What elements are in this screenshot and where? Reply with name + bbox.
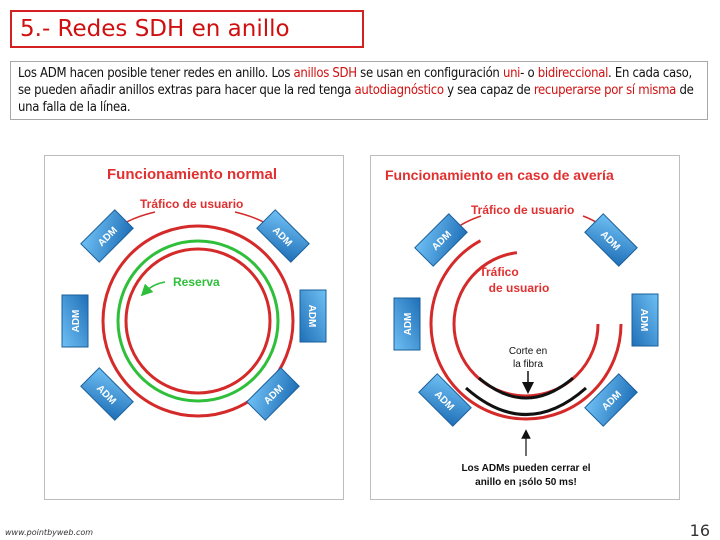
intro-paragraph (10, 61, 708, 120)
diagram-normal-operation (44, 155, 344, 500)
page-number: 16 (689, 521, 710, 540)
adm-node-right (300, 290, 326, 342)
adm-node-left (62, 295, 88, 347)
intro-text-2: se usan en configuración (356, 66, 503, 81)
adm-label: ADM (597, 229, 622, 254)
diagram-normal-title: Funcionamiento normal (107, 166, 278, 183)
failure-traffic-label-top: Tráfico de usuario (471, 203, 575, 217)
adm-node-right (632, 294, 658, 346)
failure-traffic-label-mid-1: Tráfico (479, 265, 519, 279)
working-ring-inner-failure (454, 252, 598, 396)
diagram-failure-svg (371, 156, 681, 501)
intro-highlight-recuperarse: recuperarse por sí misma (533, 83, 677, 98)
adm-node-left (394, 298, 420, 350)
reserve-label: Reserva (173, 275, 220, 289)
protection-ring (118, 241, 278, 401)
adm-node-bottom-left (419, 374, 471, 426)
diagram-normal-svg (45, 156, 345, 501)
working-ring-inner (126, 249, 270, 393)
adm-label: ADM (431, 389, 456, 414)
intro-highlight-uni: uni (502, 66, 521, 81)
diagram-failure-title: Funcionamiento en caso de avería (385, 167, 614, 183)
failure-traffic-label-mid-2: de usuario (488, 281, 550, 295)
cut-label-2: la fibra (512, 359, 544, 370)
adm-node-bottom-left (81, 368, 133, 420)
slide-title: 5.- Redes SDH en anillo (20, 16, 290, 42)
adm-node-bottom-right (585, 374, 637, 426)
intro-highlight-bidireccional: bidireccional (537, 66, 609, 81)
adm-label: ADM (269, 225, 294, 250)
diagram-failure-operation (370, 155, 680, 500)
intro-text-6: de una falla de la línea. (18, 83, 694, 115)
intro-text-1: Los ADM hacen posible tener redes en anillo. Los (18, 66, 294, 81)
adm-label: ADM (430, 229, 455, 254)
adm-label: ADM (306, 304, 317, 328)
intro-highlight-autodiagnostico: autodiagnóstico (354, 83, 444, 98)
intro-text-5: y sea capaz de (443, 83, 534, 98)
normal-traffic-label: Tráfico de usuario (140, 197, 244, 211)
failure-note-2: anillo en ¡sólo 50 ms! (475, 477, 577, 488)
footer-url: www.pointbyweb.com (5, 528, 94, 537)
adm-label: ADM (600, 389, 625, 414)
slide-title-box (10, 10, 364, 48)
cut-label-1: Corte en (508, 346, 548, 357)
intro-highlight-anillos-sdh: anillos SDH (293, 66, 357, 81)
adm-node-top-left (81, 210, 133, 262)
adm-node-top-right (585, 214, 637, 266)
adm-label: ADM (403, 312, 414, 336)
working-ring-outer-failure (431, 229, 621, 419)
adm-label: ADM (638, 308, 649, 332)
adm-label: ADM (262, 383, 287, 408)
adm-label: ADM (71, 309, 82, 333)
intro-text-3: - o (520, 66, 538, 81)
failure-note-1: Los ADMs pueden cerrar el (461, 463, 591, 474)
intro-text-4: . En cada caso, se pueden añadir anillos extras para hacer que la red tenga (18, 66, 692, 98)
adm-label: ADM (93, 383, 118, 408)
adm-label: ADM (96, 225, 121, 250)
